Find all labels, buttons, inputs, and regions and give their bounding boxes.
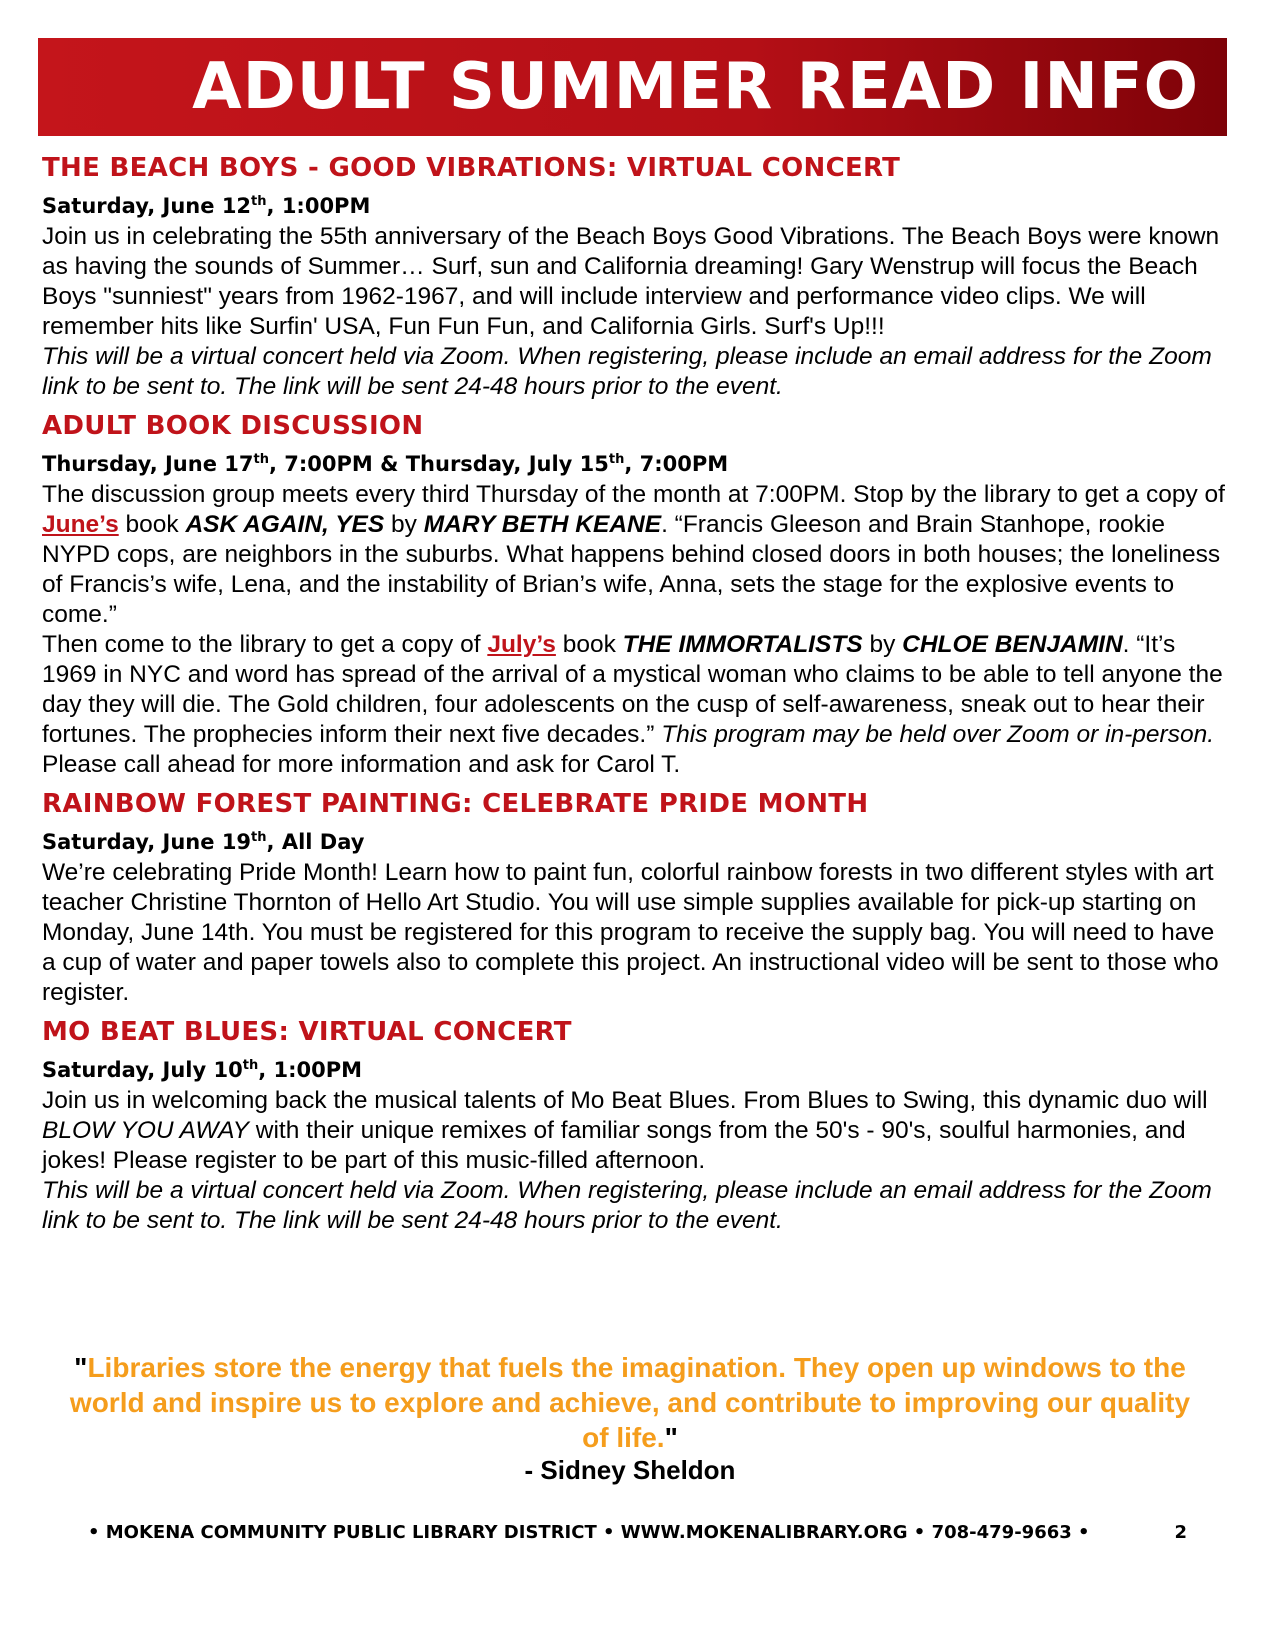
event-description xyxy=(42,480,1232,630)
event-date-suffix: th xyxy=(251,194,267,209)
event-date-text: Saturday, July 10 xyxy=(42,1058,243,1082)
events-content xyxy=(42,150,1232,1242)
event-rainbow-painting xyxy=(42,786,1232,1008)
text-run: by xyxy=(384,511,424,538)
event-beach-boys xyxy=(42,150,1232,402)
event-note: This will be a virtual concert held via Zoom. When registering, please include an email address for the Zoom link to be sent to. The link will be sent 24-48 hours prior to the event. xyxy=(42,1177,1212,1234)
event-description: We’re celebrating Pride Month! Learn how to paint fun, colorful rainbow forests in two different styles with art teacher Christine Thornton of Hello Art Studio. You will use simple supplies available for pick-up starting on Monday, June 14th. You must be registered for this program to receive the supply bag. You will need to have a cup of water and paper towels also to complete this project. An instructional video will be sent to those who register. xyxy=(42,859,1219,1006)
emphasis-text: BLOW YOU AWAY xyxy=(42,1117,249,1144)
text-run: Please call ahead for more information and ask for Carol T. xyxy=(42,751,681,778)
event-title: ADULT BOOK DISCUSSION xyxy=(42,411,424,441)
event-date xyxy=(42,444,1232,480)
event-title: MO BEAT BLUES: VIRTUAL CONCERT xyxy=(42,1017,572,1047)
text-run: book xyxy=(118,511,186,538)
quote-block xyxy=(60,1350,1200,1455)
event-description: Join us in celebrating the 55th anniversary of the Beach Boys Good Vibrations. The Beach Boys were known as having the sounds of Summer… Surf, sun and California dreaming! Gary Wenstrup will focus the Beach Boys "sunniest" years from 1962-1967, and will include interview and performance video clips. We will remember hits like Surfin' USA, Fun Fun Fun, and California Girls. Surf's Up!!! xyxy=(42,223,1220,340)
page-title: ADULT SUMMER READ INFO xyxy=(192,50,1199,124)
event-date-time: , 1:00PM xyxy=(258,1058,363,1082)
event-date xyxy=(42,822,1232,858)
event-date-text: Thursday, June 17 xyxy=(42,452,254,476)
event-date-text: Saturday, June 12 xyxy=(42,194,252,218)
event-book-discussion xyxy=(42,408,1232,780)
text-run: . “It’s 1969 in NYC and word has spread of the arrival of a mystical woman who claims to be able to tell anyone the day they will die. The Gold children, four adolescents on the cusp of self-awareness, sneak out to hear their fortunes. The prophecies inform their next five decades.” xyxy=(42,631,1223,748)
book-author: MARY BETH KEANE xyxy=(423,511,662,538)
text-run: Join us in welcoming back the musical talents of Mo Beat Blues. From Blues to Swing, this dynamic duo will xyxy=(42,1087,1208,1114)
footer-contact-line: • MOKENA COMMUNITY PUBLIC LIBRARY DISTRICT • WWW.MOKENALIBRARY.ORG • 708-479-9663 • xyxy=(88,1522,1090,1543)
text-run: with their unique remixes of familiar songs from the 50's - 90's, soulful harmonies, and jokes! Please register to be part of this music-filled afternoon. xyxy=(42,1117,1186,1174)
event-title: RAINBOW FOREST PAINTING: CELEBRATE PRIDE MONTH xyxy=(42,789,869,819)
text-run: by xyxy=(862,631,903,658)
event-note: This will be a virtual concert held via Zoom. When registering, please include an email address for the Zoom link to be sent to. The link will be sent 24-48 hours prior to the event. xyxy=(42,343,1212,400)
event-mo-beat-blues xyxy=(42,1014,1232,1236)
quote-text: Libraries store the energy that fuels the imagination. They open up windows to the world and inspire us to explore and achieve, and contribute to improving our quality of life. xyxy=(69,1352,1191,1453)
page-footer xyxy=(40,1522,1235,1552)
program-note: This program may be held over Zoom or in-person. xyxy=(661,721,1215,748)
event-date-suffix: th xyxy=(242,1058,259,1073)
header-banner xyxy=(38,38,1227,136)
text-run: Then come to the library to get a copy of xyxy=(42,631,488,658)
event-date-text: , 7:00PM & Thursday, July 15 xyxy=(268,452,609,476)
event-date-suffix: th xyxy=(253,452,269,467)
book-author: CHLOE BENJAMIN xyxy=(902,631,1123,658)
text-run: book xyxy=(555,631,623,658)
book-title: ASK AGAIN, YES xyxy=(185,511,385,538)
text-run: The discussion group meets every third Thursday of the month at 7:00PM. Stop by the library to get a copy of xyxy=(42,481,1225,508)
event-date xyxy=(42,186,1232,222)
event-date-time: , All Day xyxy=(266,830,365,854)
event-title: THE BEACH BOYS - GOOD VIBRATIONS: VIRTUAL CONCERT xyxy=(42,153,901,183)
quote-attribution: - Sidney Sheldon xyxy=(524,1455,736,1485)
book-title: THE IMMORTALISTS xyxy=(622,631,863,658)
event-description xyxy=(42,1086,1232,1176)
quote-close-mark: " xyxy=(664,1422,678,1453)
julys-book-link[interactable]: July’s xyxy=(487,631,556,658)
quote-open-mark: " xyxy=(74,1352,88,1383)
page-number: 2 xyxy=(1174,1522,1187,1543)
event-date-time: , 7:00PM xyxy=(624,452,729,476)
event-description xyxy=(42,630,1232,780)
event-date xyxy=(42,1050,1232,1086)
text-run: . “Francis Gleeson and Brain Stanhope, rookie NYPD cops, are neighbors in the suburbs. What happens behind closed doors in both houses; the loneliness of Francis’s wife, Lena, and the instability of Brian’s wife, Anna, sets the stage for the explosive events to come.” xyxy=(42,511,1221,628)
event-date-text: Saturday, June 19 xyxy=(42,830,252,854)
junes-book-link[interactable]: June’s xyxy=(42,511,119,538)
event-date-suffix: th xyxy=(608,452,625,467)
event-date-time: , 1:00PM xyxy=(266,194,371,218)
event-date-suffix: th xyxy=(251,830,267,845)
